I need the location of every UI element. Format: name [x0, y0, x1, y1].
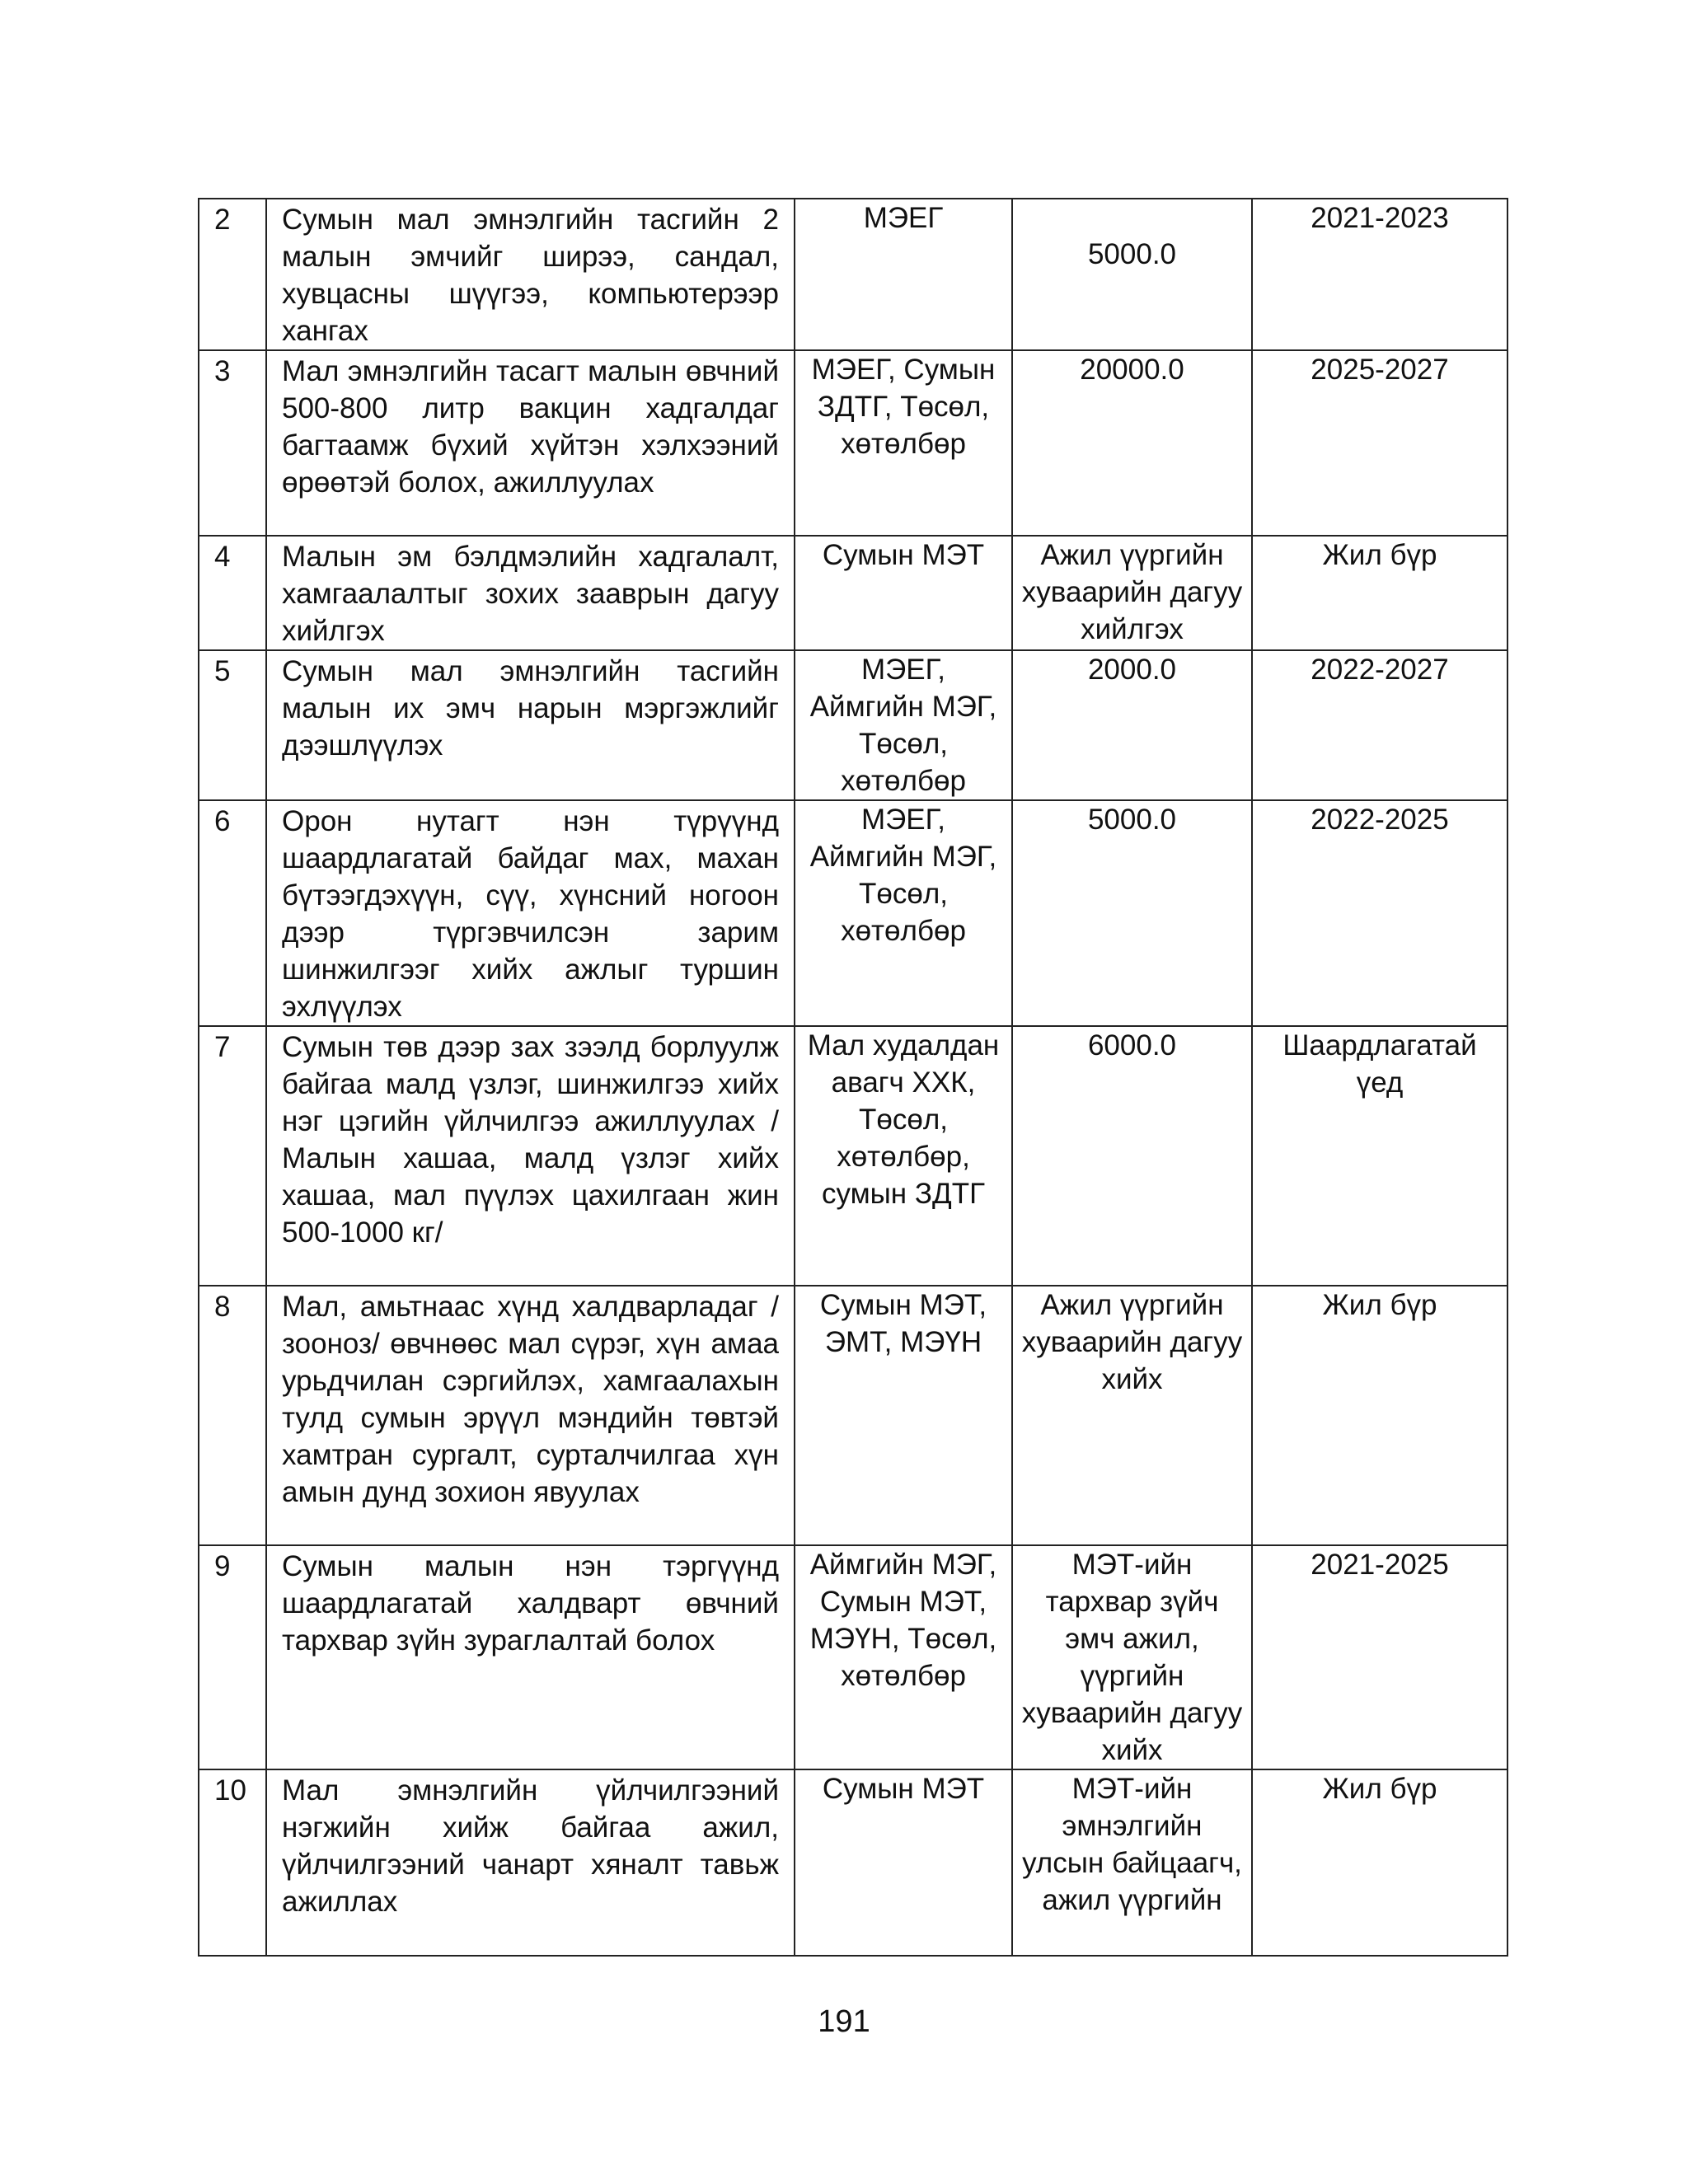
row-number: 10: [199, 1769, 266, 1956]
responsible-cell: Сумын МЭТ, ЭМТ, МЭҮН: [795, 1286, 1012, 1545]
responsible-cell: Сумын МЭТ: [795, 1769, 1012, 1956]
table-row: [199, 199, 1507, 350]
timeframe-cell: 2022-2027: [1252, 650, 1507, 800]
row-number: 2: [199, 199, 266, 350]
responsible-cell: МЭЕГ, Аймгийн МЭГ, Төсөл, хөтөлбөр: [795, 650, 1012, 800]
timeframe-cell: 2021-2023: [1252, 199, 1507, 350]
table-row: [199, 800, 1507, 1026]
activity-cell: Сумын малын нэн тэргүүнд шаардлагатай халдварт өвчний тархвар зүйн зураглалтай болох: [266, 1545, 795, 1769]
activity-cell: Сумын төв дээр зах зээлд борлуулж байгаа малд үзлэг, шинжилгээ хийх нэг цэгийн үйлчилгээ ажиллуулах /Малын хашаа, малд үзлэг хийх хашаа, мал пүүлэх цахилгаан жин 500-1000 кг/: [266, 1026, 795, 1286]
row-number: 9: [199, 1545, 266, 1769]
row-number: 5: [199, 650, 266, 800]
row-number: 6: [199, 800, 266, 1026]
row-number: 7: [199, 1026, 266, 1286]
cost-cell: 20000.0: [1012, 350, 1252, 536]
activity-cell: Сумын мал эмнэлгийн тасгийн 2 малын эмчийг ширээ, сандал, хувцасны шүүгээ, компьютерээр хангах: [266, 199, 795, 350]
cost-cell: Ажил үүргийн хуваарийн дагуу хийх: [1012, 1286, 1252, 1545]
table-row: [199, 1026, 1507, 1286]
row-number: 4: [199, 536, 266, 650]
responsible-cell: МЭЕГ, Аймгийн МЭГ, Төсөл, хөтөлбөр: [795, 800, 1012, 1026]
row-number: 3: [199, 350, 266, 536]
responsible-cell: Аймгийн МЭГ, Сумын МЭТ, МЭҮН, Төсөл, хөтөлбөр: [795, 1545, 1012, 1769]
table-row: [199, 1545, 1507, 1769]
cost-cell: Ажил үүргийн хуваарийн дагуу хийлгэх: [1012, 536, 1252, 650]
table-row: [199, 1769, 1507, 1956]
activity-cell: Сумын мал эмнэлгийн тасгийн малын их эмч нарын мэргэжлийг дээшлүүлэх: [266, 650, 795, 800]
timeframe-cell: 2022-2025: [1252, 800, 1507, 1026]
timeframe-cell: Жил бүр: [1252, 1769, 1507, 1956]
table-row: [199, 350, 1507, 536]
activity-cell: Мал эмнэлгийн үйлчилгээний нэгжийн хийж байгаа ажил, үйлчилгээний чанарт хяналт тавьж ажиллах: [266, 1769, 795, 1956]
responsible-cell: МЭЕГ, Сумын ЗДТГ, Төсөл, хөтөлбөр: [795, 350, 1012, 536]
cost-cell: 5000.0: [1012, 199, 1252, 350]
cost-cell: 5000.0: [1012, 800, 1252, 1026]
table-row: [199, 650, 1507, 800]
timeframe-cell: Жил бүр: [1252, 1286, 1507, 1545]
cost-cell: МЭТ-ийн эмнэлгийн улсын байцаагч, ажил үүргийн: [1012, 1769, 1252, 1956]
timeframe-cell: Шаардлагатай үед: [1252, 1026, 1507, 1286]
activity-cell: Орон нутагт нэн түрүүнд шаардлагатай байдаг мах, махан бүтээгдэхүүн, сүү, хүнсний ногоон дээр түргэвчилсэн зарим шинжилгээг хийх ажлыг туршин эхлүүлэх: [266, 800, 795, 1026]
cost-cell: 2000.0: [1012, 650, 1252, 800]
action-plan-table: [198, 198, 1508, 1957]
activity-cell: Малын эм бэлдмэлийн хадгалалт, хамгаалалтыг зохих зааврын дагуу хийлгэх: [266, 536, 795, 650]
responsible-cell: Сумын МЭТ: [795, 536, 1012, 650]
timeframe-cell: 2025-2027: [1252, 350, 1507, 536]
timeframe-cell: Жил бүр: [1252, 536, 1507, 650]
page-number: 191: [818, 2004, 870, 2039]
timeframe-cell: 2021-2025: [1252, 1545, 1507, 1769]
table-row: [199, 536, 1507, 650]
activity-cell: Мал, амьтнаас хүнд халдварладаг /зооноз/ өвчнөөс мал сүрэг, хүн амаа урьдчилан сэргийлэх, хамгаалахын тулд сумын эрүүл мэндийн төвтэй хамтран сургалт, сурталчилгаа хүн амын дунд зохион явуулах: [266, 1286, 795, 1545]
activity-cell: Мал эмнэлгийн тасагт малын өвчний 500-800 литр вакцин хадгалдаг багтаамж бүхий хүйтэн хэлхээний өрөөтэй болох, ажиллуулах: [266, 350, 795, 536]
row-number: 8: [199, 1286, 266, 1545]
responsible-cell: МЭЕГ: [795, 199, 1012, 350]
responsible-cell: Мал худалдан авагч ХХК, Төсөл, хөтөлбөр, сумын ЗДТГ: [795, 1026, 1012, 1286]
table-row: [199, 1286, 1507, 1545]
cost-cell: МЭТ-ийн тархвар зүйч эмч ажил, үүргийн хуваарийн дагуу хийх: [1012, 1545, 1252, 1769]
cost-cell: 6000.0: [1012, 1026, 1252, 1286]
